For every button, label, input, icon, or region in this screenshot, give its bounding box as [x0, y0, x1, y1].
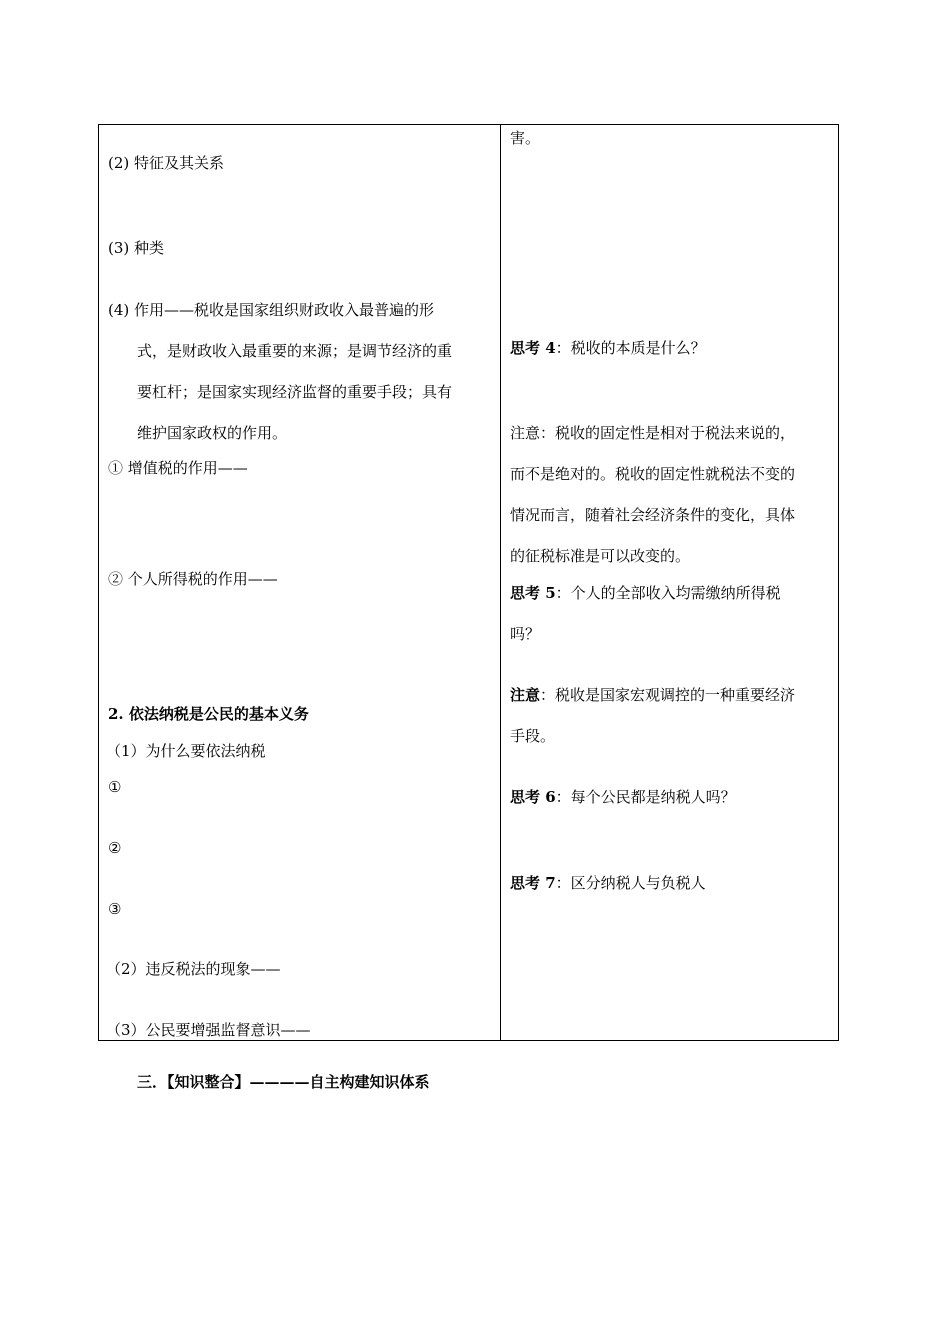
- think-4: [510, 338, 706, 358]
- section2-title: 2. 依法纳税是公民的基本义务: [108, 705, 309, 723]
- item-types: (3) 种类: [108, 239, 165, 257]
- why-item-3: ③: [108, 900, 122, 918]
- item-function-line2: 式，是财政收入最重要的来源；是调节经济的重: [137, 342, 453, 360]
- supervision-awareness: （3）公民要增强监督意识——: [106, 1021, 311, 1039]
- think-4-label: 思考 4: [510, 339, 556, 357]
- why-pay-title: （1）为什么要依法纳税: [106, 742, 266, 760]
- think-7: [510, 873, 706, 893]
- think-6-question: ：每个公民都是纳税人吗？: [555, 788, 736, 806]
- think-7-question: ：区分纳税人与负税人: [555, 874, 706, 892]
- knowledge-integration-heading: 三．【知识整合】————自主构建知识体系: [137, 1073, 430, 1091]
- note-2-line2: 手段。: [510, 727, 556, 745]
- item-function-line4: 维护国家政权的作用。: [137, 424, 288, 442]
- think-4-question: ：税收的本质是什么？: [555, 339, 706, 357]
- think-5-line2: 吗？: [510, 625, 541, 643]
- note-2-text: ：税收是国家宏观调控的一种重要经济: [540, 686, 796, 704]
- item-function-line3: 要杠杆；是国家实现经济监督的重要手段；具有: [137, 383, 453, 401]
- note-1-line1: 注意：税收的固定性是相对于税法来说的，: [510, 424, 796, 442]
- note-2-label: 注意: [510, 686, 541, 704]
- think-6-label: 思考 6: [510, 788, 556, 806]
- item-function-line1: (4) 作用——税收是国家组织财政收入最普遍的形: [108, 301, 435, 319]
- think-5-question: ：个人的全部收入均需缴纳所得税: [555, 584, 781, 602]
- note-2: [510, 685, 795, 705]
- note-1-line3: 情况而言，随着社会经济条件的变化，具体: [510, 506, 796, 524]
- note-1-line4: 的征税标准是可以改变的。: [510, 547, 691, 565]
- note-1-line2: 而不是绝对的。税收的固定性就税法不变的: [510, 465, 796, 483]
- vat-function: ① 增值税的作用——: [108, 459, 248, 477]
- think-5: [510, 583, 781, 603]
- why-item-1: ①: [108, 778, 122, 796]
- column-divider: [500, 124, 501, 1041]
- think-6: [510, 787, 736, 807]
- why-item-2: ②: [108, 839, 122, 857]
- top-fragment: 害。: [510, 129, 541, 147]
- think-7-label: 思考 7: [510, 874, 556, 892]
- item-features: (2) 特征及其关系: [108, 154, 225, 172]
- income-tax-function: ② 个人所得税的作用——: [108, 570, 278, 588]
- think-5-label: 思考 5: [510, 584, 556, 602]
- tax-violation: （2）违反税法的现象——: [106, 960, 281, 978]
